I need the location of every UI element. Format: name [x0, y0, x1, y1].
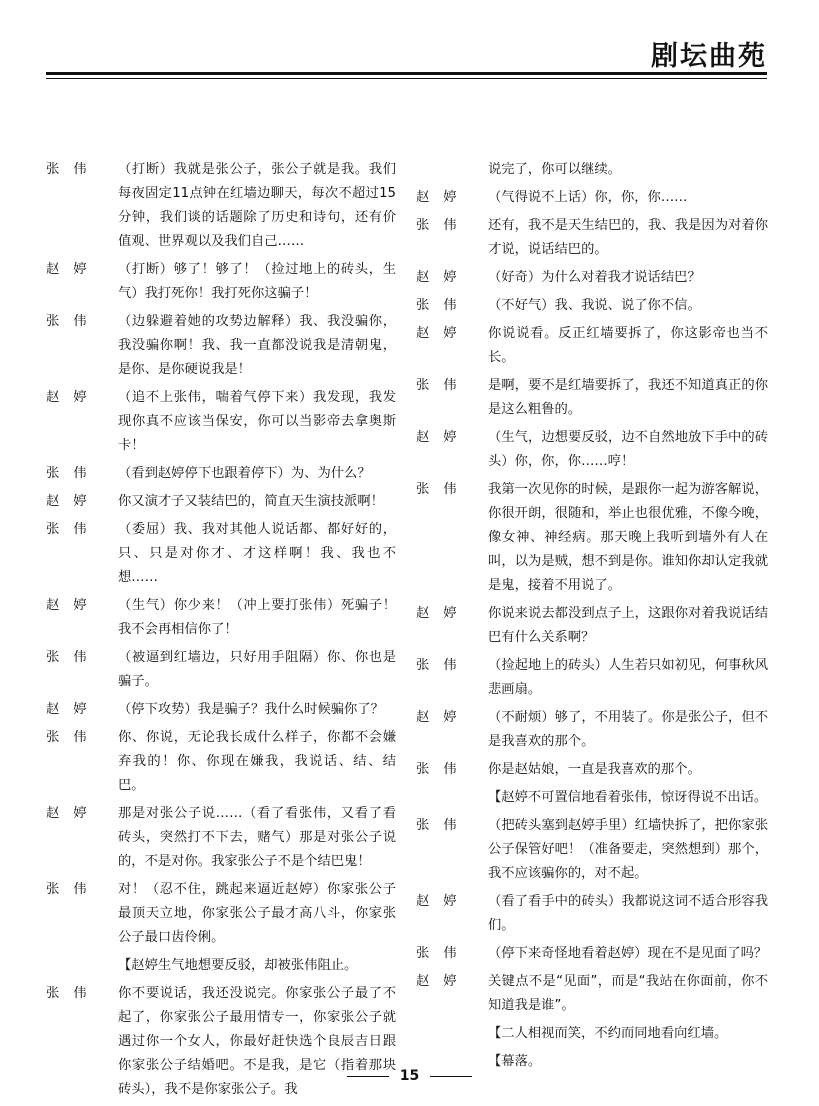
dialogue-text: （生气）你少来！（冲上要打张伟）死骗子！我不会再相信你了！	[118, 598, 396, 637]
speaker-name: 赵婷	[416, 326, 471, 341]
dialogue-text: （打断）我就是张公子，张公子就是我。我们每夜固定11点钟在红墙边聊天，每次不超过15分钟，我们谈的话题除了历史和诗句，还有价值观、世界观以及我们自己……	[118, 162, 396, 249]
speaker-name: 赵婷	[46, 494, 101, 509]
page-number: 15	[399, 1068, 420, 1084]
dialogue-text: 你、你说，无论我长成什么样子，你都不会嫌弃我的！你、你现在嫌我，我说话、结、结巴。	[118, 730, 396, 793]
speaker-name: 赵婷	[416, 430, 471, 445]
dialogue-text: 是啊，要不是红墙要拆了，我还不知道真正的你是这么粗鲁的。	[488, 378, 768, 417]
speaker-name: 赵婷	[46, 806, 101, 821]
dialogue-line	[416, 322, 768, 370]
dialogue-line	[416, 706, 768, 754]
dialogue-text: 还有，我不是天生结巴的，我、我是因为对着你才说，说话结巴的。	[488, 218, 768, 257]
speaker-name: 张伟	[416, 658, 471, 673]
dialogue-text: （气得说不上话）你，你，你……	[488, 190, 688, 205]
section-title: 剧坛曲苑	[651, 41, 767, 72]
dialogue-text: （生气，边想要反驳，边不自然地放下手中的砖头）你，你，你……哼！	[488, 430, 768, 469]
speaker-name: 赵婷	[416, 894, 471, 909]
dialogue-line	[46, 982, 396, 1102]
stage-direction-text: 说完了，你可以继续。	[488, 162, 621, 177]
dialogue-line	[46, 594, 396, 642]
left-column	[46, 158, 396, 1106]
dialogue-line	[416, 814, 768, 886]
speaker-name: 张伟	[46, 650, 101, 665]
dialogue-line	[416, 970, 768, 1018]
dialogue-text: （追不上张伟，喘着气停下来）我发现，我发现你真不应该当保安，你可以当影帝去拿奥斯卡！	[118, 390, 396, 453]
header-rule-thin	[46, 78, 767, 79]
speaker-name: 张伟	[416, 946, 471, 961]
speaker-name: 张伟	[416, 482, 471, 497]
dialogue-line	[46, 158, 396, 254]
dialogue-text: （边躲避着她的攻势边解释）我、我没骗你，我没骗你啊！我、我一直都没说我是清朝鬼，是你、是你硬说我是！	[118, 314, 396, 377]
dialogue-text: （好奇）为什么对着我才说话结巴？	[488, 270, 701, 285]
dialogue-line	[46, 726, 396, 798]
speaker-name: 赵婷	[46, 262, 101, 277]
speaker-name: 赵婷	[416, 974, 471, 989]
speaker-name: 张伟	[46, 522, 101, 537]
speaker-name: 赵婷	[46, 702, 101, 717]
right-column	[416, 158, 768, 1078]
speaker-name: 赵婷	[46, 390, 101, 405]
dialogue-text: （被逼到红墙边，只好用手阻隔）你、你也是骗子。	[118, 650, 396, 689]
dialogue-text: （停下攻势）我是骗子？我什么时候骗你了？	[118, 702, 384, 717]
speaker-name: 张伟	[46, 314, 101, 329]
dialogue-line	[46, 490, 396, 514]
dialogue-line	[416, 294, 768, 318]
speaker-name: 张伟	[416, 818, 471, 833]
dialogue-line	[416, 942, 768, 966]
dialogue-line	[46, 802, 396, 874]
speaker-name: 张伟	[416, 762, 471, 777]
dialogue-text: 对！（忍不住，跳起来逼近赵婷）你家张公子最顶天立地，你家张公子最才高八斗，你家张公子最口齿伶俐。	[118, 882, 396, 945]
dialogue-text: 你又演才子又装结巴的，简直天生演技派啊！	[118, 494, 384, 509]
dialogue-text: 你说说看。反正红墙要拆了，你这影帝也当不长。	[488, 326, 768, 365]
dialogue-line	[46, 518, 396, 590]
dialogue-line	[416, 214, 768, 262]
speaker-name: 张伟	[46, 162, 101, 177]
dialogue-line	[416, 654, 768, 702]
dialogue-text: （不好气）我、我说、说了你不信。	[488, 298, 701, 313]
dialogue-text: 你是赵姑娘，一直是我喜欢的那个。	[488, 762, 701, 777]
stage-direction-text: 【赵婷生气地想要反驳，却被张伟阻止。	[118, 958, 358, 973]
dialogue-line	[416, 374, 768, 422]
speaker-name: 张伟	[416, 378, 471, 393]
dialogue-line	[46, 258, 396, 306]
dialogue-line	[416, 266, 768, 290]
dialogue-line	[46, 462, 396, 486]
speaker-name: 张伟	[46, 730, 101, 745]
stage-direction	[416, 1022, 768, 1046]
dialogue-text: （看到赵婷停下也跟着停下）为、为什么？	[118, 466, 371, 481]
dialogue-text: （委屈）我、我对其他人说话都、都好好的，只、只是对你才、才这样啊！我、我也不想……	[118, 522, 396, 585]
speaker-name: 赵婷	[416, 270, 471, 285]
dialogue-line	[416, 602, 768, 650]
dialogue-text: 我第一次见你的时候，是跟你一起为游客解说，你很开朗，很随和，举止也很优雅，不像今晚，像女神、神经病。那天晚上我听到墙外有人在叫，以为是贼，想不到是你。谁知你却认定我就是鬼，接着不用说了。	[488, 482, 768, 593]
speaker-name: 张伟	[46, 882, 101, 897]
dialogue-line	[46, 386, 396, 458]
stage-direction-text: 【赵婷不可置信地看着张伟，惊讶得说不出话。	[488, 790, 768, 805]
dialogue-line	[46, 646, 396, 694]
dialogue-line	[416, 758, 768, 782]
dialogue-text: 你不要说话，我还没说完。你家张公子最了不起了，你家张公子最用情专一，你家张公子就遇过你一个女人，你最好赶快选个良辰吉日跟你家张公子结婚吧。不是我，是它（指着那块砖头），我不是你家张公子。我	[118, 986, 396, 1097]
dialogue-text: （捡起地上的砖头）人生若只如初见，何事秋风悲画扇。	[488, 658, 768, 697]
dialogue-line	[46, 310, 396, 382]
stage-direction	[416, 786, 768, 810]
footer-rule-right	[430, 1076, 472, 1077]
dialogue-line	[416, 186, 768, 210]
speaker-name: 张伟	[416, 218, 471, 233]
speaker-name: 赵婷	[46, 598, 101, 613]
speaker-name: 张伟	[416, 298, 471, 313]
stage-direction-text: 【二人相视而笑，不约而同地看向红墙。	[488, 1026, 728, 1041]
dialogue-text: （看了看手中的砖头）我都说这词不适合形容我们。	[488, 894, 768, 933]
footer-rule-left	[347, 1076, 389, 1077]
speaker-name: 赵婷	[416, 190, 471, 205]
dialogue-line	[416, 426, 768, 474]
dialogue-line	[416, 890, 768, 938]
page-footer	[0, 1068, 819, 1084]
dialogue-text: 你说来说去都没到点子上，这跟你对着我说话结巴有什么关系啊？	[488, 606, 768, 645]
dialogue-text: （停下来奇怪地看着赵婷）现在不是见面了吗？	[488, 946, 768, 961]
dialogue-line	[416, 478, 768, 598]
stage-direction	[416, 158, 768, 182]
dialogue-text: 关键点不是“见面”，而是“我站在你面前，你不知道我是谁”。	[488, 974, 768, 1013]
dialogue-line	[46, 698, 396, 722]
stage-direction	[46, 954, 396, 978]
dialogue-text: 那是对张公子说……（看了看张伟，又看了看砖头，突然打不下去，赌气）那是对张公子说的，不是对你。我家张公子不是个结巴鬼！	[118, 806, 396, 869]
speaker-name: 赵婷	[416, 606, 471, 621]
dialogue-text: （把砖头塞到赵婷手里）红墙快拆了，把你家张公子保管好吧！（准备要走，突然想到）那个，我不应该骗你的，对不起。	[488, 818, 768, 881]
stage-direction-text: 【幕落。	[488, 1054, 542, 1069]
dialogue-line	[46, 878, 396, 950]
dialogue-text: （打断）够了！够了！（捡过地上的砖头，生气）我打死你！我打死你这骗子！	[118, 262, 396, 301]
speaker-name: 张伟	[46, 466, 101, 481]
dialogue-text: （不耐烦）够了，不用装了。你是张公子，但不是我喜欢的那个。	[488, 710, 768, 749]
header-rule	[46, 72, 767, 75]
speaker-name: 张伟	[46, 986, 101, 1001]
speaker-name: 赵婷	[416, 710, 471, 725]
